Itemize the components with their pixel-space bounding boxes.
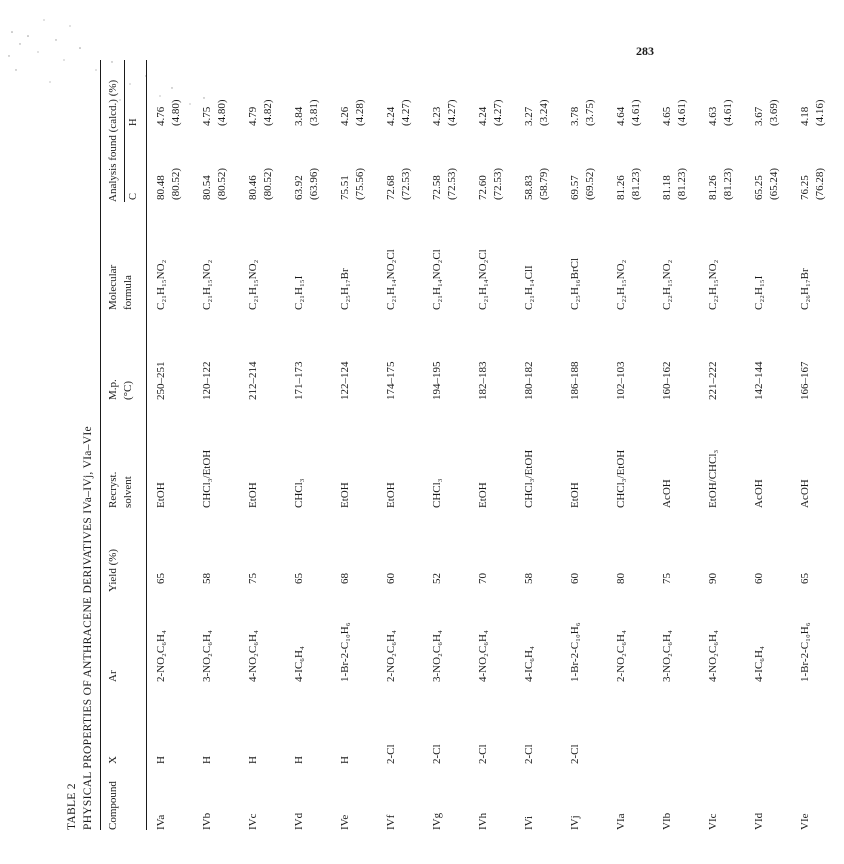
cell-c-calc: (80.52) xyxy=(170,167,182,200)
cell-formula: C₂₁H₁₄ClI xyxy=(523,265,535,310)
cell-c-calc: (81.23) xyxy=(722,167,734,200)
cell-c-found: 75.51 xyxy=(339,175,351,200)
cell-h-calc: (4.61) xyxy=(676,99,688,126)
table-row xyxy=(660,60,706,830)
cell-compound: IVf xyxy=(385,814,397,830)
cell-analysis-c xyxy=(246,168,276,200)
cell-analysis-h xyxy=(798,99,828,126)
cell-analysis-c xyxy=(798,168,828,200)
cell-ar: 1-Br-2-C₁₀H₆ xyxy=(569,622,581,682)
cell-ar: 4-IC₆H₄ xyxy=(523,646,535,682)
cell-compound: IVa xyxy=(155,814,167,830)
cell-solvent: EtOH xyxy=(477,482,489,508)
cell-ar: 3-NO₂C₆H₄ xyxy=(431,630,443,682)
cell-analysis-h xyxy=(568,99,598,126)
cell-mp: 166–167 xyxy=(799,361,811,400)
cell-yield: 60 xyxy=(753,573,765,584)
cell-c-found: 72.60 xyxy=(477,175,489,200)
cell-formula: C₂₁H₁₄NO₂Cl xyxy=(385,249,397,310)
cell-analysis-h xyxy=(384,99,414,126)
header-c: C xyxy=(128,192,139,200)
cell-ar: 4-NO₂C₆H₄ xyxy=(247,630,259,682)
cell-mp: 180–182 xyxy=(523,361,535,400)
cell-compound: IVg xyxy=(431,812,443,830)
cell-c-calc: (58.79) xyxy=(538,167,550,200)
cell-x: H xyxy=(155,756,167,764)
cell-x: 2-Cl xyxy=(431,744,443,764)
cell-compound: IVi xyxy=(523,815,535,830)
cell-c-calc: (76.28) xyxy=(814,167,826,200)
header-formula-line1: Molecular xyxy=(107,264,119,310)
cell-h-found: 4.63 xyxy=(707,106,719,126)
cell-h-found: 4.79 xyxy=(247,106,259,126)
cell-ar: 4-NO₂C₆H₄ xyxy=(707,630,719,682)
cell-analysis-c xyxy=(660,168,690,200)
cell-ar: 4-IC₆H₄ xyxy=(753,646,765,682)
table-row xyxy=(154,60,200,830)
cell-ar: 1-Br-2-C₁₀H₆ xyxy=(339,622,351,682)
cell-yield: 52 xyxy=(431,573,443,584)
header-mp xyxy=(106,379,136,400)
cell-x: 2-Cl xyxy=(523,744,535,764)
cell-mp: 212–214 xyxy=(247,361,259,400)
cell-h-found: 3.67 xyxy=(753,106,765,126)
cell-analysis-h xyxy=(338,99,368,126)
cell-h-calc: (4.27) xyxy=(446,99,458,126)
cell-c-calc: (80.52) xyxy=(262,167,274,200)
cell-solvent: EtOH xyxy=(247,482,259,508)
cell-compound: VIe xyxy=(799,813,811,830)
cell-yield: 65 xyxy=(155,573,167,584)
cell-c-calc: (81.23) xyxy=(676,167,688,200)
cell-c-found: 63.92 xyxy=(293,175,305,200)
cell-c-calc: (75.56) xyxy=(354,167,366,200)
cell-analysis-h xyxy=(200,99,230,126)
cell-compound: IVc xyxy=(247,813,259,830)
cell-compound: IVh xyxy=(477,812,489,830)
cell-formula: C₂₁H₁₄NO₂Cl xyxy=(431,249,443,310)
cell-mp: 186–188 xyxy=(569,361,581,400)
cell-c-found: 65.25 xyxy=(753,175,765,200)
cell-analysis-c xyxy=(614,168,644,200)
cell-c-calc: (72.53) xyxy=(446,167,458,200)
cell-solvent: CHCl₃ xyxy=(293,478,305,508)
cell-x: H xyxy=(201,756,213,764)
cell-yield: 65 xyxy=(293,573,305,584)
cell-analysis-h xyxy=(292,99,322,126)
table-top-rule xyxy=(100,60,101,830)
cell-x: H xyxy=(293,756,305,764)
cell-solvent: CHCl₃/EtOH xyxy=(615,449,627,508)
cell-solvent: EtOH xyxy=(155,482,167,508)
cell-h-found: 4.75 xyxy=(201,106,213,126)
header-mp-line1: M.p. xyxy=(107,379,119,400)
cell-formula: C₂₂H₁₅NO₂ xyxy=(615,259,627,310)
cell-h-calc: (4.61) xyxy=(722,99,734,126)
table-title: PHYSICAL PROPERTIES OF ANTHRACENE DERIVATIVES IVa–IVj, VIa–VIe xyxy=(82,426,94,830)
cell-analysis-h xyxy=(522,99,552,126)
cell-c-calc: (72.53) xyxy=(492,167,504,200)
table-row xyxy=(614,60,660,830)
cell-ar: 2-NO₂C₆H₄ xyxy=(155,630,167,682)
cell-ar: 2-NO₂C₆H₄ xyxy=(385,630,397,682)
cell-ar: 4-IC₆H₄ xyxy=(293,646,305,682)
table-row xyxy=(200,60,246,830)
cell-mp: 182–183 xyxy=(477,361,489,400)
cell-ar: 3-NO₂C₆H₄ xyxy=(661,630,673,682)
cell-h-found: 4.23 xyxy=(431,106,443,126)
cell-analysis-c xyxy=(154,168,184,200)
cell-h-calc: (3.24) xyxy=(538,99,550,126)
cell-ar: 2-NO₂C₆H₄ xyxy=(615,630,627,682)
cell-h-found: 4.18 xyxy=(799,106,811,126)
cell-h-calc: (3.75) xyxy=(584,99,596,126)
cell-h-calc: (4.80) xyxy=(216,99,228,126)
header-yield: Yield (%) xyxy=(107,548,119,592)
cell-analysis-h xyxy=(660,99,690,126)
cell-c-calc: (81.23) xyxy=(630,167,642,200)
cell-yield: 65 xyxy=(799,573,811,584)
cell-c-calc: (63.96) xyxy=(308,167,320,200)
table-row xyxy=(246,60,292,830)
header-x: X xyxy=(107,756,119,764)
cell-h-calc: (3.81) xyxy=(308,99,320,126)
cell-formula: C₂₆H₁₇Br xyxy=(799,268,811,310)
cell-analysis-c xyxy=(430,168,460,200)
header-solvent xyxy=(106,472,136,508)
cell-h-found: 4.24 xyxy=(477,106,489,126)
cell-h-calc: (4.28) xyxy=(354,99,366,126)
header-h: H xyxy=(128,118,139,126)
cell-formula: C₂₂H₁₅NO₂ xyxy=(707,259,719,310)
cell-mp: 174–175 xyxy=(385,361,397,400)
cell-analysis-h xyxy=(614,99,644,126)
cell-h-found: 3.84 xyxy=(293,106,305,126)
page-number: 283 xyxy=(636,44,654,58)
cell-h-found: 4.24 xyxy=(385,106,397,126)
cell-yield: 68 xyxy=(339,573,351,584)
header-solvent-line1: Recryst. xyxy=(107,471,119,508)
cell-c-found: 58.83 xyxy=(523,175,535,200)
cell-c-found: 80.48 xyxy=(155,175,167,200)
cell-yield: 70 xyxy=(477,573,489,584)
cell-analysis-c xyxy=(568,168,598,200)
cell-analysis-c xyxy=(522,168,552,200)
cell-c-found: 81.26 xyxy=(707,175,719,200)
header-solvent-line2: solvent xyxy=(122,476,134,508)
cell-c-found: 81.26 xyxy=(615,175,627,200)
cell-c-calc: (69.52) xyxy=(584,167,596,200)
cell-solvent: AcOH xyxy=(661,479,673,508)
table-row xyxy=(568,60,614,830)
table-row xyxy=(476,60,522,830)
cell-solvent: AcOH xyxy=(799,479,811,508)
cell-compound: VIb xyxy=(661,812,673,830)
cell-x: H xyxy=(247,756,259,764)
cell-h-found: 4.26 xyxy=(339,106,351,126)
cell-formula: C₂₅H₁₆BrCl xyxy=(569,257,581,310)
cell-c-found: 69.57 xyxy=(569,175,581,200)
cell-compound: IVj xyxy=(569,815,581,830)
cell-solvent: EtOH/CHCl₃ xyxy=(707,449,719,508)
cell-yield: 75 xyxy=(247,573,259,584)
cell-analysis-c xyxy=(752,168,782,200)
table-row xyxy=(292,60,338,830)
cell-x: 2-Cl xyxy=(569,744,581,764)
cell-h-found: 4.76 xyxy=(155,106,167,126)
cell-analysis-c xyxy=(200,168,230,200)
cell-yield: 58 xyxy=(201,573,213,584)
cell-c-calc: (65.24) xyxy=(768,167,780,200)
cell-c-found: 80.54 xyxy=(201,175,213,200)
cell-x: 2-Cl xyxy=(477,744,489,764)
cell-analysis-c xyxy=(384,168,414,200)
cell-h-found: 4.65 xyxy=(661,106,673,126)
cell-mp: 160–162 xyxy=(661,361,673,400)
cell-compound: VIa xyxy=(615,813,627,830)
cell-mp: 250–251 xyxy=(155,361,167,400)
cell-formula: C₂₁H₁₄NO₂Cl xyxy=(477,249,489,310)
table-row xyxy=(430,60,476,830)
table-label: TABLE 2 xyxy=(66,783,78,830)
header-formula-line2: formula xyxy=(122,275,134,310)
cell-solvent: EtOH xyxy=(339,482,351,508)
cell-c-calc: (80.52) xyxy=(216,167,228,200)
cell-solvent: EtOH xyxy=(569,482,581,508)
cell-compound: VIc xyxy=(707,813,719,830)
cell-analysis-h xyxy=(706,99,736,126)
cell-solvent: AcOH xyxy=(753,479,765,508)
cell-yield: 58 xyxy=(523,573,535,584)
cell-solvent: CHCl₃/EtOH xyxy=(523,449,535,508)
header-analysis: Analysis found (calcd.) (%) xyxy=(107,79,119,202)
cell-ar: 3-NO₂C₆H₄ xyxy=(201,630,213,682)
cell-analysis-h xyxy=(752,99,782,126)
table-row xyxy=(338,60,384,830)
cell-h-calc: (4.27) xyxy=(400,99,412,126)
cell-solvent: CHCl₃ xyxy=(431,478,443,508)
cell-yield: 90 xyxy=(707,573,719,584)
cell-compound: IVe xyxy=(339,814,351,830)
cell-compound: VId xyxy=(753,812,765,830)
cell-c-found: 76.25 xyxy=(799,175,811,200)
cell-yield: 60 xyxy=(569,573,581,584)
header-formula xyxy=(106,265,136,310)
cell-h-found: 4.64 xyxy=(615,106,627,126)
cell-mp: 142–144 xyxy=(753,361,765,400)
cell-compound: IVb xyxy=(201,812,213,830)
cell-h-calc: (3.69) xyxy=(768,99,780,126)
cell-mp: 102–103 xyxy=(615,361,627,400)
cell-analysis-c xyxy=(706,168,736,200)
table-row xyxy=(522,60,568,830)
cell-analysis-h xyxy=(246,99,276,126)
cell-h-calc: (4.80) xyxy=(170,99,182,126)
table-row xyxy=(798,60,844,830)
cell-mp: 122–124 xyxy=(339,361,351,400)
cell-yield: 60 xyxy=(385,573,397,584)
cell-c-found: 72.68 xyxy=(385,175,397,200)
cell-c-found: 72.58 xyxy=(431,175,443,200)
cell-formula: C₂₅H₁₇Br xyxy=(339,268,351,310)
header-mp-line2: (°C) xyxy=(122,380,134,400)
analysis-span-rule xyxy=(124,60,125,202)
cell-c-calc: (72.53) xyxy=(400,167,412,200)
table-row xyxy=(706,60,752,830)
cell-c-found: 81.18 xyxy=(661,175,673,200)
cell-solvent: CHCl₃/EtOH xyxy=(201,449,213,508)
cell-yield: 80 xyxy=(615,573,627,584)
header-compound: Compound xyxy=(107,781,119,830)
cell-compound: IVd xyxy=(293,812,305,830)
cell-mp: 171–173 xyxy=(293,361,305,400)
header-bottom-rule xyxy=(146,60,147,830)
rotated-table-page xyxy=(66,60,826,830)
cell-mp: 221–222 xyxy=(707,361,719,400)
cell-formula: C₂₂H₁₅I xyxy=(753,275,765,310)
cell-yield: 75 xyxy=(661,573,673,584)
cell-x: H xyxy=(339,756,351,764)
cell-h-calc: (4.27) xyxy=(492,99,504,126)
header-ar: Ar xyxy=(107,670,119,682)
cell-analysis-h xyxy=(476,99,506,126)
cell-mp: 120–122 xyxy=(201,361,213,400)
cell-h-calc: (4.16) xyxy=(814,99,826,126)
cell-analysis-c xyxy=(338,168,368,200)
cell-formula: C₂₁H₁₅NO₂ xyxy=(155,259,167,310)
cell-x: 2-Cl xyxy=(385,744,397,764)
table-row xyxy=(384,60,430,830)
cell-h-found: 3.78 xyxy=(569,106,581,126)
cell-analysis-c xyxy=(476,168,506,200)
cell-ar: 1-Br-2-C₁₀H₆ xyxy=(799,622,811,682)
cell-c-found: 80.46 xyxy=(247,175,259,200)
cell-h-found: 3.27 xyxy=(523,106,535,126)
table-row xyxy=(752,60,798,830)
cell-mp: 194–195 xyxy=(431,361,443,400)
cell-h-calc: (4.82) xyxy=(262,99,274,126)
cell-analysis-h xyxy=(154,99,184,126)
cell-formula: C₂₁H₁₅NO₂ xyxy=(201,259,213,310)
cell-solvent: EtOH xyxy=(385,482,397,508)
cell-formula: C₂₁H₁₅NO₂ xyxy=(247,259,259,310)
cell-analysis-c xyxy=(292,168,322,200)
cell-h-calc: (4.61) xyxy=(630,99,642,126)
cell-formula: C₂₂H₁₅NO₂ xyxy=(661,259,673,310)
cell-analysis-h xyxy=(430,99,460,126)
cell-formula: C₂₁H₁₅I xyxy=(293,275,305,310)
cell-ar: 4-NO₂C₆H₄ xyxy=(477,630,489,682)
